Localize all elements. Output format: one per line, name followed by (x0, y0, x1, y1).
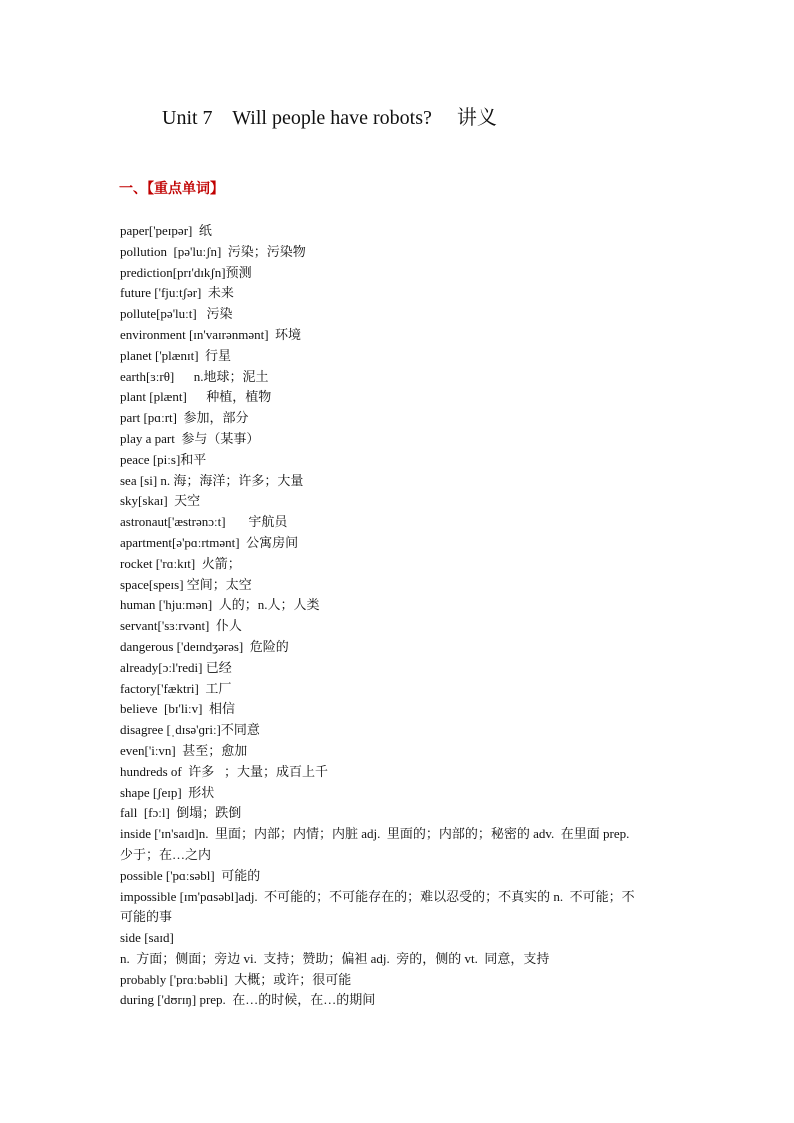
vocab-line: possible ['pɑːsəbl] 可能的 (120, 867, 261, 883)
vocab-line: future ['fjuːtʃər] 未来 (120, 285, 234, 301)
vocab-line: fall [fɔːl] 倒塌；跌倒 (120, 805, 242, 821)
vocab-line: during ['dʊrɪŋ] prep. 在…的时候，在…的期间 (120, 992, 376, 1008)
vocab-line: peace [piːs]和平 (120, 451, 207, 467)
vocab-line: side [saɪd] (120, 930, 174, 946)
vocab-line: dangerous ['deɪndʒərəs] 危险的 (120, 638, 289, 654)
vocab-line: sky[skaɪ] 天空 (120, 493, 201, 509)
vocab-line: impossible [ɪm'pɑsəbl]adj. 不可能的；不可能存在的；难以忍受的；不真实的 n. 不可能；不 (120, 888, 635, 904)
vocab-line: human ['hjuːmən] 人的；n.人；人类 (120, 597, 320, 613)
vocab-line: astronaut['æstrənɔːt] 宇航员 (120, 514, 288, 530)
vocab-line: inside ['ɪn'saɪd]n. 里面；内部；内情；内脏 adj. 里面的；内部的；秘密的 adv. 在里面 prep. (120, 826, 630, 842)
vocab-line: part [pɑːrt] 参加，部分 (120, 410, 249, 426)
vocab-line: play a part 参与（某事） (120, 430, 260, 446)
vocab-line: earth[ɜːrθ] n.地球；泥土 (120, 368, 269, 384)
vocab-line: sea [si] n. 海；海洋；许多；大量 (120, 472, 304, 488)
vocab-line: rocket ['rɑːkɪt] 火箭； (120, 555, 241, 571)
vocab-line: plant [plænt] 种植，植物 (120, 389, 272, 405)
vocab-line: space[speɪs] 空间；太空 (120, 576, 252, 592)
vocab-line: even['iːvn] 甚至；愈加 (120, 742, 248, 758)
vocab-line: 少于；在…之内 (120, 846, 212, 862)
section-heading: 一、【重点单词】 (119, 181, 224, 197)
vocab-line: apartment[ə'pɑːrtmənt] 公寓房间 (120, 534, 299, 550)
vocab-line: probably ['prɑːbəbli] 大概；或许；很可能 (120, 971, 352, 987)
vocab-line: planet ['plænɪt] 行星 (120, 347, 232, 363)
vocab-line: pollute[pə'luːt] 污染 (120, 306, 233, 322)
vocab-line: 可能的事 (120, 909, 173, 925)
vocab-line: prediction[prɪ'dɪkʃn]预测 (120, 264, 252, 280)
page-title: Unit 7 Will people have robots? 讲义 (162, 107, 497, 129)
vocab-line: servant['sɜːrvənt] 仆人 (120, 618, 242, 634)
vocab-line: hundreds of 许多 ；大量；成百上千 (120, 763, 328, 779)
vocab-line: already[ɔːl'redi] 已经 (120, 659, 232, 675)
vocab-line: disagree [ˌdɪsə'ɡriː]不同意 (120, 722, 260, 738)
vocab-line: believe [bɪ'liːv] 相信 (120, 701, 235, 717)
vocab-line: factory['fæktri] 工厂 (120, 680, 232, 696)
vocab-line: environment [ɪn'vaɪrənmənt] 环境 (120, 326, 302, 342)
vocabulary-list (120, 221, 680, 1011)
vocab-line: paper['peɪpər] 纸 (120, 223, 212, 238)
vocab-line: shape [ʃeɪp] 形状 (120, 784, 215, 800)
vocab-line: n. 方面；侧面；旁边 vi. 支持；赞助；偏袒 adj. 旁的，侧的 vt. 同意，支持 (120, 950, 550, 966)
vocab-line: pollution [pə'luːʃn] 污染；污染物 (120, 243, 306, 259)
